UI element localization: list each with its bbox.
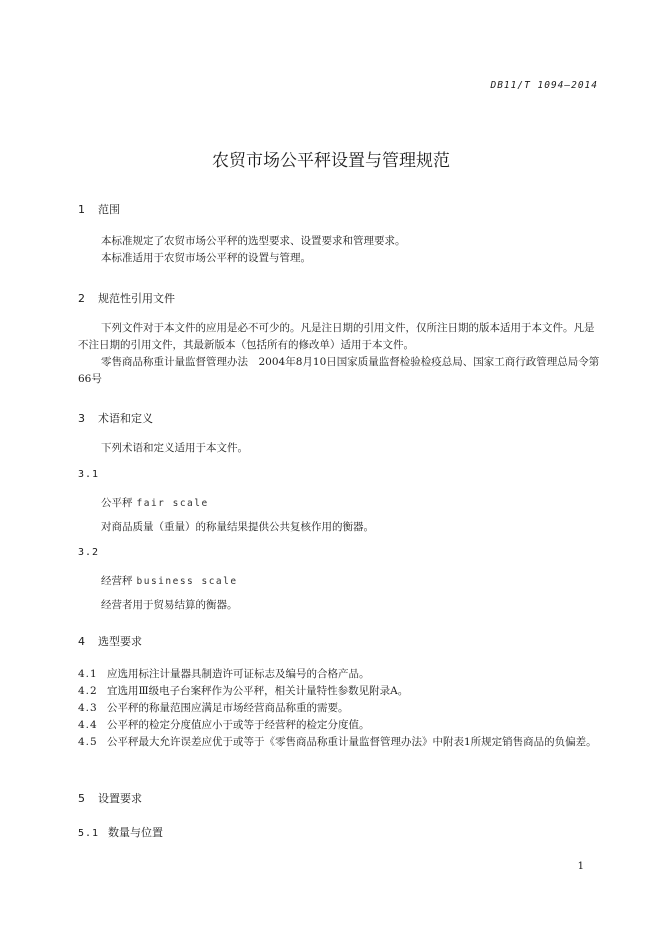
- item-text: 公平秤最大允许误差应优于或等于《零售商品称重计量监督管理办法》中附表1所规定销售商品的负偏差。: [107, 736, 597, 748]
- page-number: 1: [577, 861, 584, 872]
- paragraph: 本标准规定了农贸市场公平秤的选型要求、设置要求和管理要求。: [101, 235, 406, 247]
- list-item: [78, 666, 600, 683]
- term-definition: 对商品质量（重量）的称量结果提供公共复核作用的衡器。: [101, 521, 374, 533]
- section-heading-scope: [78, 201, 120, 217]
- section-title: 范围: [98, 203, 120, 216]
- item-text: 公平秤的称量范围应满足市场经营商品称重的需要。: [107, 702, 349, 714]
- subsection-title: 数量与位置: [108, 826, 163, 839]
- section-heading-terms: [78, 410, 153, 426]
- paragraph: 下列文件对于本文件的应用是必不可少的。凡是注日期的引用文件，仅所注日期的版本适用于本文件。凡是不注日期的引用文件，其最新版本（包括所有的修改单）适用于本文件。: [78, 322, 595, 351]
- paragraph: 零售商品称重计量监督管理办法 2004年8月10日国家质量监督检验检疫总局、国家工商行政管理总局令第66号: [78, 356, 600, 385]
- item-number: 4.1: [78, 668, 98, 680]
- section-number: 5: [78, 792, 85, 805]
- term-entry: [101, 573, 238, 588]
- section-title: 规范性引用文件: [98, 292, 175, 305]
- term-entry: [101, 495, 209, 510]
- term-zh: 经营秤: [101, 575, 133, 587]
- list-item: [78, 700, 600, 717]
- section-title: 术语和定义: [98, 412, 153, 425]
- section-number: 3: [78, 412, 85, 425]
- paragraph: 本标准适用于农贸市场公平秤的设置与管理。: [101, 252, 311, 264]
- document-id: DB11/T 1094—2014: [490, 80, 598, 91]
- item-number: 4.4: [78, 719, 98, 731]
- item-text: 应选用标注计量器具制造许可证标志及编号的合格产品。: [107, 668, 370, 680]
- paragraph: 下列术语和定义适用于本文件。: [101, 442, 248, 454]
- list-item: [78, 734, 600, 751]
- section-title: 设置要求: [98, 792, 142, 805]
- clause-number: 3.2: [78, 547, 100, 558]
- clause-number: 3.1: [78, 469, 100, 480]
- page-title: 农贸市场公平秤设置与管理规范: [212, 151, 450, 171]
- item-text: 宜选用Ⅲ级电子台案秤作为公平秤，相关计量特性参数见附录A。: [107, 685, 409, 697]
- subsection-number: 5.1: [78, 828, 100, 839]
- item-number: 4.3: [78, 702, 98, 714]
- section-heading-selection: [78, 633, 142, 649]
- term-definition: 经营者用于贸易结算的衡器。: [101, 599, 238, 611]
- section-heading-references: [78, 290, 175, 306]
- item-number: 4.5: [78, 736, 98, 748]
- section-heading-setup: [78, 790, 142, 806]
- section-number: 4: [78, 635, 85, 648]
- term-en: fair scale: [136, 498, 209, 509]
- section-title: 选型要求: [98, 635, 142, 648]
- item-text: 公平秤的检定分度值应小于或等于经营秤的检定分度值。: [107, 719, 370, 731]
- term-zh: 公平秤: [101, 497, 133, 509]
- subsection-heading: [78, 824, 163, 840]
- list-item: [78, 683, 600, 700]
- item-number: 4.2: [78, 685, 98, 697]
- section-number: 1: [78, 203, 85, 216]
- list-item: [78, 717, 600, 734]
- section-number: 2: [78, 292, 85, 305]
- term-en: business scale: [136, 576, 238, 587]
